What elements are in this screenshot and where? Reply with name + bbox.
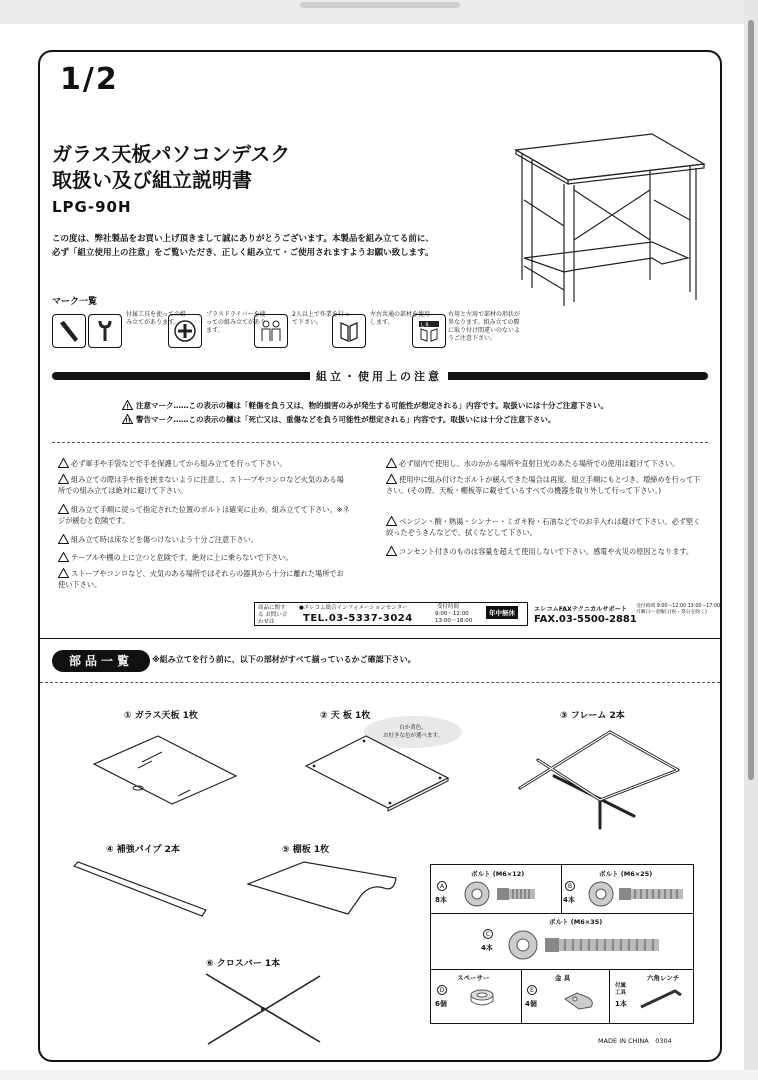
- warning-triangle-icon: [58, 568, 69, 578]
- bolt-c-title: ボルト (M6×35): [549, 918, 603, 926]
- bracket-mark: E: [527, 985, 537, 995]
- desk-illustration: [512, 130, 712, 310]
- note-left-4-text: 組み立て時は床などを傷つけないよう十分ご注意下さい。: [71, 535, 258, 544]
- parts-list-badge: 部品一覧: [52, 650, 150, 672]
- note-left-6: [58, 568, 350, 590]
- warning-legend-text: 警告マーク……この表示の欄は「死亡又は、重傷などを負う可能性が想定される」内容です。取扱いには十分ご注意下さい。: [136, 415, 556, 424]
- fax-support-name: エレコムFAXテクニカルサポート: [534, 606, 628, 613]
- crossbar-illustration: [200, 970, 330, 1050]
- note-right-3: [386, 516, 706, 538]
- bracket-icon: [561, 985, 601, 1011]
- caution-legend-row: [122, 400, 608, 411]
- note-right-4-text: コンセント付きのものは容量を超えて使用しないで下さい。感電や火災の原因となります。: [399, 547, 694, 556]
- top-handle: [300, 2, 460, 8]
- spanner-icon: [88, 314, 122, 348]
- wrench-tag: 付属工具: [615, 983, 627, 996]
- spacer-mark: D: [437, 985, 447, 995]
- intro-text: [52, 232, 512, 260]
- intro-line-2: 必ず「組立使用上の注意」をご覧いただき、正しく組み立て・ご使用されますようお願い致します。: [52, 248, 434, 258]
- note-right-2-text: 使用中に組み付けたボルトが緩んできた場合は再度、組立手順にもとづき、増締めを行って下さい。(その際、天板・棚板等に載せているすべての機器を取り外して行って下さい。): [386, 475, 701, 495]
- hw-divider-1: [561, 865, 562, 913]
- caution-triangle-icon: [58, 458, 69, 468]
- caution-legend-text: 注意マーク……この表示の欄は「軽傷を負う又は、物的損害のみが発生する可能性が想定される」内容です。取扱いには十分ご注意下さい。: [136, 401, 608, 410]
- note-right-2: [386, 474, 706, 496]
- wrench-title: 六角レンチ: [647, 974, 680, 982]
- bolt-a-icon: [459, 879, 555, 909]
- left-right-parts-icon: [412, 314, 446, 348]
- warning-triangle-icon: [58, 474, 69, 484]
- svg-text:L R: L R: [421, 322, 429, 329]
- hw-divider-4: [521, 969, 522, 1023]
- bolt-b-title: ボルト (M6×25): [599, 870, 653, 878]
- note-left-4: [58, 534, 350, 546]
- hours-label: 受付時間: [437, 604, 460, 610]
- page-frame: [38, 50, 725, 1062]
- part-shelf-label: ⑤ 棚板 1枚: [282, 845, 330, 855]
- frame-illustration: [514, 724, 684, 830]
- color-note-line-2: お好きな色が選べます。: [382, 733, 444, 739]
- scrollbar-thumb[interactable]: [748, 20, 754, 780]
- model-number: LPG-90H: [52, 198, 132, 216]
- bolt-c-qty: 4本: [481, 944, 493, 952]
- hw-divider-2: [431, 913, 693, 914]
- common-parts-icon: [332, 314, 366, 348]
- caution-header: 組立・使用上の注意: [310, 368, 448, 384]
- bolt-c-mark: C: [483, 929, 493, 939]
- caution-triangle-icon: [58, 504, 69, 514]
- mark-list-title: マーク一覧: [52, 297, 98, 307]
- bracket-qty: 4個: [525, 1000, 537, 1008]
- fax-hours: 受付時間 9:00〜12:00 13:00〜17:00、月曜日〜金曜日(祝・祭日を除く): [636, 604, 725, 615]
- bolt-b-icon: [585, 879, 691, 909]
- hours-morning: 9:00〜12:00: [435, 611, 469, 617]
- caution-triangle-icon: [386, 458, 397, 468]
- warning-triangle-icon: [122, 414, 133, 424]
- warning-triangle-icon: [386, 474, 397, 484]
- part-frame-label: ③ フレーム 2本: [560, 711, 625, 721]
- part-crossbar-label: ⑥ クロスバー 1本: [206, 959, 281, 969]
- bracket-title: 金 具: [555, 974, 571, 982]
- note-left-1-text: 必ず軍手や手袋などで手を保護してから組み立てを行って下さい。: [71, 459, 287, 468]
- inquiry-label: 商品に関する お問い合わせは: [258, 605, 288, 625]
- shelf-illustration: [244, 858, 400, 918]
- color-note-line-1: 白か黄色、: [399, 725, 427, 731]
- mark-text-common-parts: 左右共通の部材を使用します。: [370, 311, 431, 326]
- note-left-2: [58, 474, 350, 496]
- mark-text-left-right: 右用と左用で部材の形状が異なります。組み立ての際に取り付け間違いのないようご注意下さい。: [448, 311, 521, 342]
- mark-text-screwdriver: プラスドライバーを使っての組み立てがあります。: [206, 311, 267, 334]
- spacer-icon: [467, 985, 497, 1011]
- note-left-3-text: 組み立て手順に従って指定された位置のボルトは確実に止め、組み立てて下さい。※ネジが緩むと危険です。: [58, 505, 350, 525]
- part-top-board-label: ② 天 板 1枚: [320, 711, 371, 721]
- title-line-2: 取扱い及び組立説明書: [52, 168, 252, 192]
- made-in-label: MADE IN CHINA 0304: [598, 1037, 672, 1045]
- bolt-a-qty: 8本: [435, 896, 447, 904]
- bolt-b-qty: 4本: [563, 896, 575, 904]
- spacer-qty: 6個: [435, 1000, 447, 1008]
- parts-note: ※組み立てを行う前に、以下の部材がすべて揃っているかご確認下さい。: [152, 655, 416, 664]
- svg-text:!: !: [126, 403, 129, 410]
- note-left-5-text: テーブルや棚の上に立つと危険です。絶対に上に乗らないで下さい。: [71, 553, 293, 562]
- document-page: [0, 24, 744, 1070]
- title-line-1: ガラス天板パソコンデスク: [52, 142, 291, 166]
- vertical-scrollbar[interactable]: [744, 0, 758, 1080]
- dashed-divider: [52, 442, 708, 443]
- note-left-1: [58, 458, 348, 470]
- note-right-3-text: ベンジン・酸・熱湯・シンナー・ミガキ粉・石油などでのお手入れは避けて下さい。必ず堅く絞ったぞうきんなどで、拭くなどして下さい。: [386, 517, 701, 537]
- caution-triangle-icon: [122, 400, 133, 410]
- part-pipe-label: ④ 補強パイプ 2本: [106, 845, 180, 855]
- top-toolbar-strip: [0, 0, 744, 24]
- fax-number: FAX.03-5500-2881: [534, 614, 637, 625]
- phone-number: TEL.03-5337-3024: [303, 613, 413, 624]
- bolt-a-title: ボルト (M6×12): [471, 870, 525, 878]
- bottom-strip: [0, 1070, 758, 1080]
- hex-wrench-icon: [52, 314, 86, 348]
- mark-text-two-people: 2人以上で作業を行って下さい。: [292, 311, 350, 326]
- mark-text-tools: 付属工具を使っての組み立てがあります。: [126, 311, 187, 326]
- note-left-6-text: ストーブやコンロなど、火気のある場所ではそれらの器具から十分に離れた場所でお使い下さい。: [58, 569, 344, 589]
- note-left-5: [58, 552, 350, 564]
- warning-legend-row: [122, 414, 555, 425]
- two-people-icon: [254, 314, 288, 348]
- svg-text:!!: !!: [125, 417, 131, 424]
- wrench-qty: 1本: [615, 1000, 627, 1008]
- hw-divider-3: [431, 969, 693, 970]
- spacer-title: スペーサー: [457, 974, 490, 982]
- glass-top-illustration: [92, 732, 238, 808]
- hardware-box: [430, 864, 694, 1024]
- part-glass-top-label: ① ガラス天板 1枚: [124, 711, 198, 721]
- open-all-year-badge: 年中無休: [486, 606, 518, 619]
- hex-wrench-icon: [637, 983, 687, 1013]
- caution-triangle-icon: [58, 552, 69, 562]
- intro-line-1: この度は、弊社製品をお買い上げ頂きまして誠にありがとうございます。本製品を組み立てる前に、: [52, 234, 434, 244]
- note-left-2-text: 組み立ての際は手や指を挟まないように注意し、ストーブやコンロなど火気のある場所での組み立ては絶対に避けて下さい。: [58, 475, 344, 495]
- note-right-4: [386, 546, 706, 558]
- caution-triangle-icon: [386, 516, 397, 526]
- top-board-illustration: [302, 732, 452, 812]
- plus-screwdriver-icon: [168, 314, 202, 348]
- note-right-1: [386, 458, 706, 470]
- note-left-3: [58, 504, 350, 526]
- hours-afternoon: 13:00〜18:00: [435, 618, 473, 624]
- note-right-1-text: 必ず屋内で使用し、水のかかる場所や直射日光のあたる場所での使用は避けて下さい。: [399, 459, 680, 468]
- bolt-c-icon: [505, 925, 685, 965]
- pipe-illustration: [70, 858, 210, 920]
- page-number: 1/2: [60, 62, 119, 97]
- bolt-b-mark: B: [565, 881, 575, 891]
- caution-triangle-icon: [58, 534, 69, 544]
- hw-divider-5: [609, 969, 610, 1023]
- dashed-divider-parts: [40, 682, 720, 683]
- bolt-a-mark: A: [437, 881, 447, 891]
- section-divider: [38, 638, 722, 639]
- warning-triangle-icon: [386, 546, 397, 556]
- info-center-name: ●エレコム総合インフォメーションセンター: [299, 605, 408, 611]
